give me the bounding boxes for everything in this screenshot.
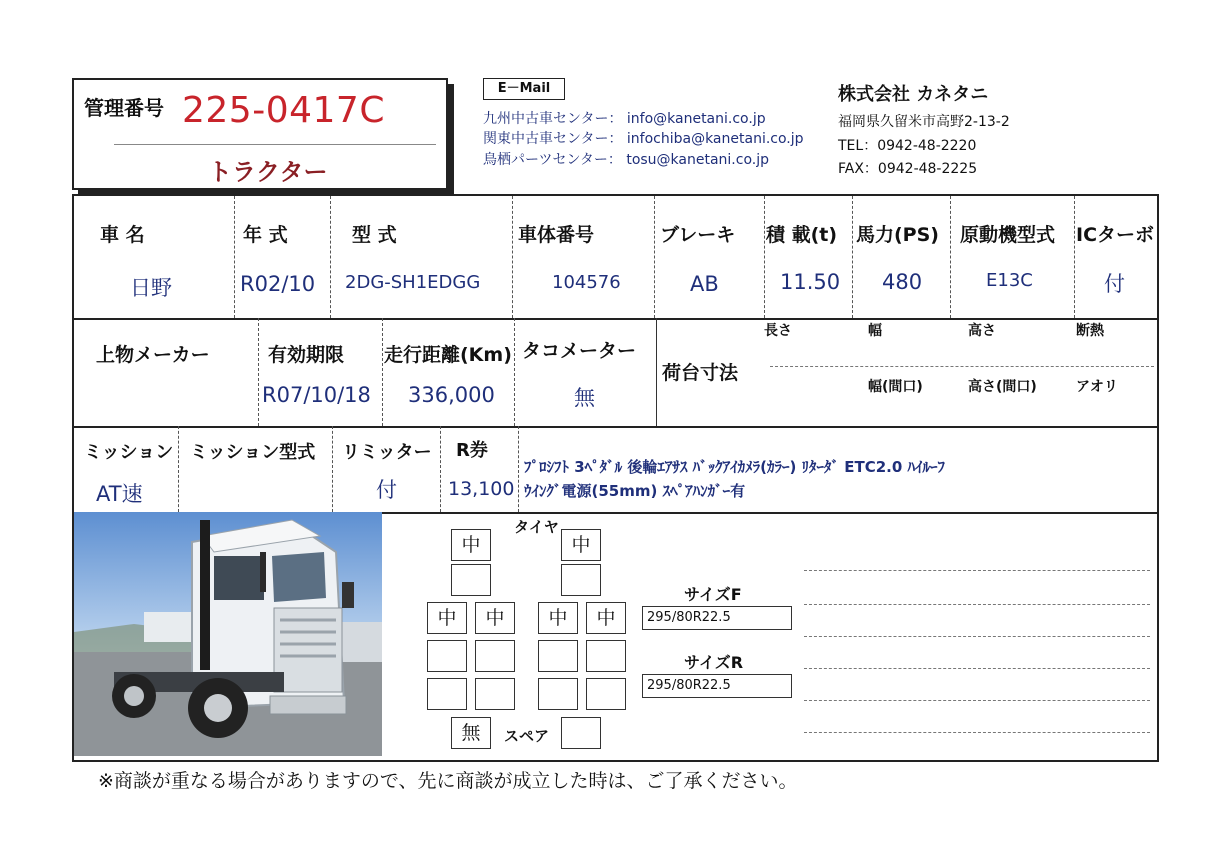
- dim-side-gate-label: アオリ: [1076, 379, 1118, 395]
- col-separator: [234, 196, 235, 318]
- col-separator: [440, 426, 441, 512]
- vehicle-type: トラクター: [208, 158, 328, 186]
- tire-rear2-outer-left: [427, 640, 467, 672]
- email-kanto[interactable]: 関東中古車センター： infochiba@kanetani.co.jp: [483, 131, 804, 147]
- size-front-value: 295/80R22.5: [642, 606, 792, 630]
- header-horsepower: 馬力(PS): [856, 224, 939, 246]
- col-separator: [178, 426, 179, 512]
- note-line: [804, 570, 1150, 571]
- dim-width-label: 幅: [868, 323, 882, 339]
- dim-insulation-label: 断熱: [1076, 323, 1104, 339]
- note-line: [804, 700, 1150, 701]
- col-separator: [258, 318, 259, 426]
- col-separator: [654, 196, 655, 318]
- value-car-name: 日野: [130, 276, 172, 300]
- header-body-maker: 上物メーカー: [96, 344, 210, 366]
- value-mileage: 336,000: [408, 383, 495, 407]
- col-separator: [518, 426, 519, 512]
- tire-rear1-inner-left: 中: [475, 602, 515, 634]
- value-expiry: R07/10/18: [262, 383, 371, 407]
- email-tosu[interactable]: 鳥栖パーツセンター： tosu@kanetani.co.jp: [483, 152, 770, 168]
- col-separator: [382, 318, 383, 426]
- value-engine-model: E13C: [986, 270, 1033, 291]
- header-chassis-number: 車体番号: [518, 224, 595, 246]
- tire-rear3-outer-left: [427, 678, 467, 710]
- tire-front-right: 中: [561, 529, 601, 561]
- footer-note: ※商談が重なる場合がありますので、先に商談が成立した時は、ご了承ください。: [98, 770, 798, 792]
- value-r-ticket: 13,100: [448, 478, 515, 500]
- col-separator: [1074, 196, 1075, 318]
- value-limiter: 付: [376, 478, 397, 502]
- header-transmission: ミッション: [84, 442, 174, 463]
- col-separator: [656, 318, 657, 426]
- value-horsepower: 480: [882, 270, 923, 294]
- company-name: 株式会社 カネタニ: [838, 84, 989, 105]
- spare-label: スペア: [504, 727, 550, 745]
- value-model: 2DG-SH1EDGG: [345, 272, 481, 293]
- cargo-dimensions-label: 荷台寸法: [662, 362, 739, 384]
- dim-height-label: 高さ: [968, 323, 996, 339]
- size-front-label: サイズF: [684, 585, 742, 604]
- col-separator: [852, 196, 853, 318]
- tire-rear1-outer-left: 中: [427, 602, 467, 634]
- value-ic-turbo: 付: [1104, 272, 1125, 296]
- tire-rear3-inner-right: [538, 678, 578, 710]
- col-separator: [330, 196, 331, 318]
- header-load: 積 載(t): [766, 224, 838, 246]
- header-model: 型 式: [352, 224, 397, 246]
- tire-rear1-inner-right: 中: [538, 602, 578, 634]
- tire-rear2-outer-right: [586, 640, 626, 672]
- tire-label: タイヤ: [514, 518, 559, 536]
- email-label: E－Mail: [483, 78, 565, 100]
- note-line: [804, 604, 1150, 605]
- equipment-notes-line1: ﾌﾟﾛｼﾌﾄ 3ﾍﾟﾀﾞﾙ 後輪ｴｱｻｽ ﾊﾞｯｸｱｲｶﾒﾗ(ｶﾗｰ) ﾘﾀｰﾀﾞ ETC2.0 ﾊｲﾙｰﾌ: [524, 458, 946, 476]
- company-fax: FAX：0942-48-2225: [838, 161, 978, 177]
- tire-front-right-blank: [561, 564, 601, 596]
- value-transmission: AT速: [96, 482, 143, 506]
- tire-spare-blank: [561, 717, 601, 749]
- header-ic-turbo: ICターボ: [1076, 224, 1155, 246]
- col-separator: [512, 196, 513, 318]
- header-mileage: 走行距離(Km): [384, 344, 512, 366]
- header-transmission-model: ミッション型式: [190, 442, 316, 463]
- tire-rear3-outer-right: [586, 678, 626, 710]
- header-r-ticket: R券: [456, 440, 488, 461]
- header-limiter: リミッター: [342, 442, 432, 463]
- email-kyushu[interactable]: 九州中古車センター： info@kanetani.co.jp: [483, 111, 766, 127]
- equipment-notes-line2: ｳｲﾝｸﾞ電源(55mm) ｽﾍﾟｱﾊﾝｶﾞｰ有: [524, 482, 746, 500]
- truck-illustration: [74, 512, 382, 756]
- col-separator: [764, 196, 765, 318]
- dim-height-opening-label: 高さ(間口): [968, 379, 1037, 395]
- dim-width-opening-label: 幅(間口): [868, 379, 923, 395]
- company-address: 福岡県久留米市高野2-13-2: [838, 114, 1010, 130]
- management-number: 225-0417C: [182, 90, 385, 131]
- note-line: [804, 636, 1150, 637]
- management-number-label: 管理番号: [84, 96, 164, 120]
- col-separator: [332, 426, 333, 512]
- company-tel[interactable]: TEL：0942-48-2220: [838, 138, 977, 154]
- tire-front-left: 中: [451, 529, 491, 561]
- value-chassis-number: 104576: [552, 272, 621, 293]
- tire-front-left-blank: [451, 564, 491, 596]
- col-separator: [950, 196, 951, 318]
- header-tachometer: タコメーター: [522, 340, 637, 362]
- tire-rear1-outer-right: 中: [586, 602, 626, 634]
- header-year: 年 式: [243, 224, 288, 246]
- row-separator: [74, 426, 1157, 428]
- dim-length-label: 長さ: [764, 323, 792, 339]
- header-expiry: 有効期限: [268, 344, 345, 366]
- value-year: R02/10: [240, 272, 316, 296]
- tire-spare: 無: [451, 717, 491, 749]
- value-load: 11.50: [780, 270, 841, 294]
- header-car-name: 車 名: [100, 224, 145, 246]
- header-brake: ブレーキ: [660, 224, 736, 246]
- size-rear-label: サイズR: [684, 653, 744, 672]
- dims-line: [770, 366, 1154, 367]
- value-brake: AB: [690, 272, 719, 296]
- tire-rear3-inner-left: [475, 678, 515, 710]
- tire-rear2-inner-right: [538, 640, 578, 672]
- header-engine-model: 原動機型式: [960, 224, 1056, 246]
- tire-rear2-inner-left: [475, 640, 515, 672]
- truck-photo: [74, 512, 382, 756]
- note-line: [804, 732, 1150, 733]
- col-separator: [514, 318, 515, 426]
- value-tachometer: 無: [574, 386, 595, 410]
- management-box: [72, 78, 448, 190]
- size-rear-value: 295/80R22.5: [642, 674, 792, 698]
- note-line: [804, 668, 1150, 669]
- divider: [114, 144, 436, 145]
